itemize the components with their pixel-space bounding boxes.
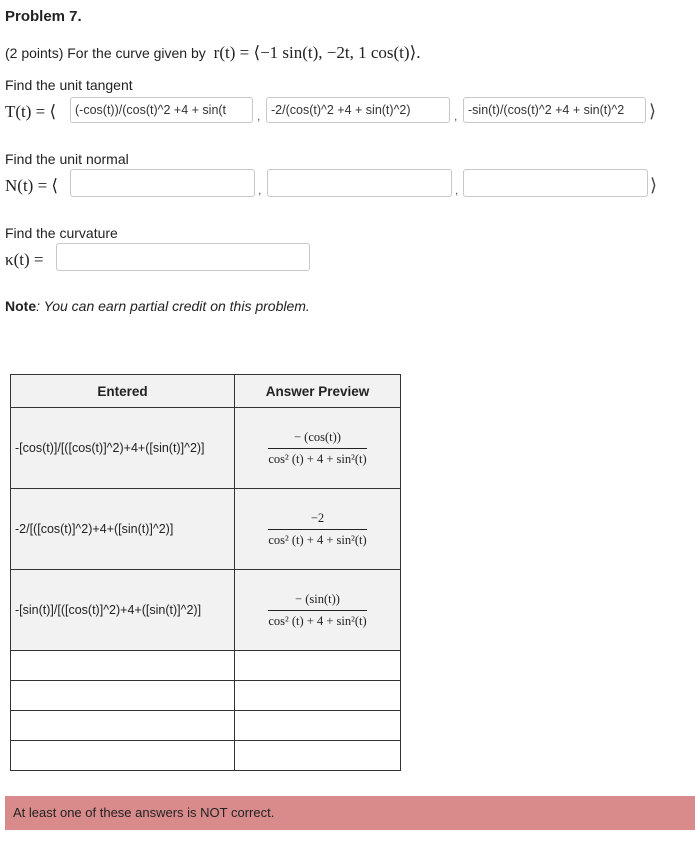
empty-result-row <box>11 651 401 681</box>
empty-result-row <box>11 741 401 771</box>
preview-fraction <box>268 430 366 467</box>
results-header-row <box>11 375 401 408</box>
normal-label: N(t) = ⟨ <box>5 176 59 195</box>
tangent-separator-1: , <box>257 109 261 123</box>
note-text: : You can earn partial credit on this problem. <box>36 298 310 314</box>
answer-preview-cell <box>235 489 401 570</box>
normal-close-angle: ⟩ <box>650 175 658 195</box>
status-message: At least one of these answers is NOT correct. <box>5 796 695 830</box>
results-table <box>10 374 401 771</box>
tangent-input-3[interactable] <box>463 97 646 123</box>
normal-input-2[interactable] <box>267 169 452 197</box>
empty-result-row <box>11 711 401 741</box>
answer-preview-cell <box>235 570 401 651</box>
tangent-separator-2: , <box>454 109 458 123</box>
result-row <box>11 489 401 570</box>
tangent-prompt: Find the unit tangent <box>5 77 133 93</box>
curvature-label: κ(t) = <box>5 250 44 269</box>
problem-statement <box>5 43 420 63</box>
problem-title: Problem 7. <box>5 8 82 25</box>
curvature-prompt: Find the curvature <box>5 225 118 241</box>
tangent-close-angle: ⟩ <box>649 101 657 121</box>
normal-separator-1: , <box>258 183 262 197</box>
preview-numerator: − (sin(t)) <box>268 592 366 611</box>
normal-input-3[interactable] <box>463 169 648 197</box>
problem-intro: (2 points) For the curve given by <box>5 45 206 61</box>
tangent-label: T(t) = ⟨ <box>5 102 57 121</box>
preview-fraction <box>268 592 366 629</box>
answer-preview-header: Answer Preview <box>235 375 401 408</box>
entered-cell: -2/[([cos(t)]^2)+4+([sin(t)]^2)] <box>11 489 235 570</box>
curvature-input[interactable] <box>56 243 310 271</box>
curve-expression: r(t) = ⟨−1 sin(t), −2t, 1 cos(t)⟩. <box>213 43 421 62</box>
normal-input-1[interactable] <box>70 169 255 197</box>
answer-preview-cell <box>235 408 401 489</box>
tangent-input-1[interactable] <box>70 97 253 123</box>
preview-fraction <box>268 511 366 548</box>
empty-result-row <box>11 681 401 711</box>
preview-numerator: − (cos(t)) <box>268 430 366 449</box>
result-row <box>11 570 401 651</box>
entered-cell: -[cos(t)]/[([cos(t)]^2)+4+([sin(t)]^2)] <box>11 408 235 489</box>
normal-prompt: Find the unit normal <box>5 151 129 167</box>
note-label: Note <box>5 298 37 314</box>
preview-denominator: cos² (t) + 4 + sin²(t) <box>268 613 367 628</box>
preview-denominator: cos² (t) + 4 + sin²(t) <box>268 451 367 466</box>
preview-denominator: cos² (t) + 4 + sin²(t) <box>268 532 367 547</box>
result-row <box>11 408 401 489</box>
entered-cell: -[sin(t)]/[([cos(t)]^2)+4+([sin(t)]^2)] <box>11 570 235 651</box>
partial-credit-note <box>5 298 310 314</box>
entered-header: Entered <box>11 375 235 408</box>
normal-separator-2: , <box>455 183 459 197</box>
tangent-input-2[interactable] <box>266 97 450 123</box>
preview-numerator: −2 <box>268 511 366 530</box>
